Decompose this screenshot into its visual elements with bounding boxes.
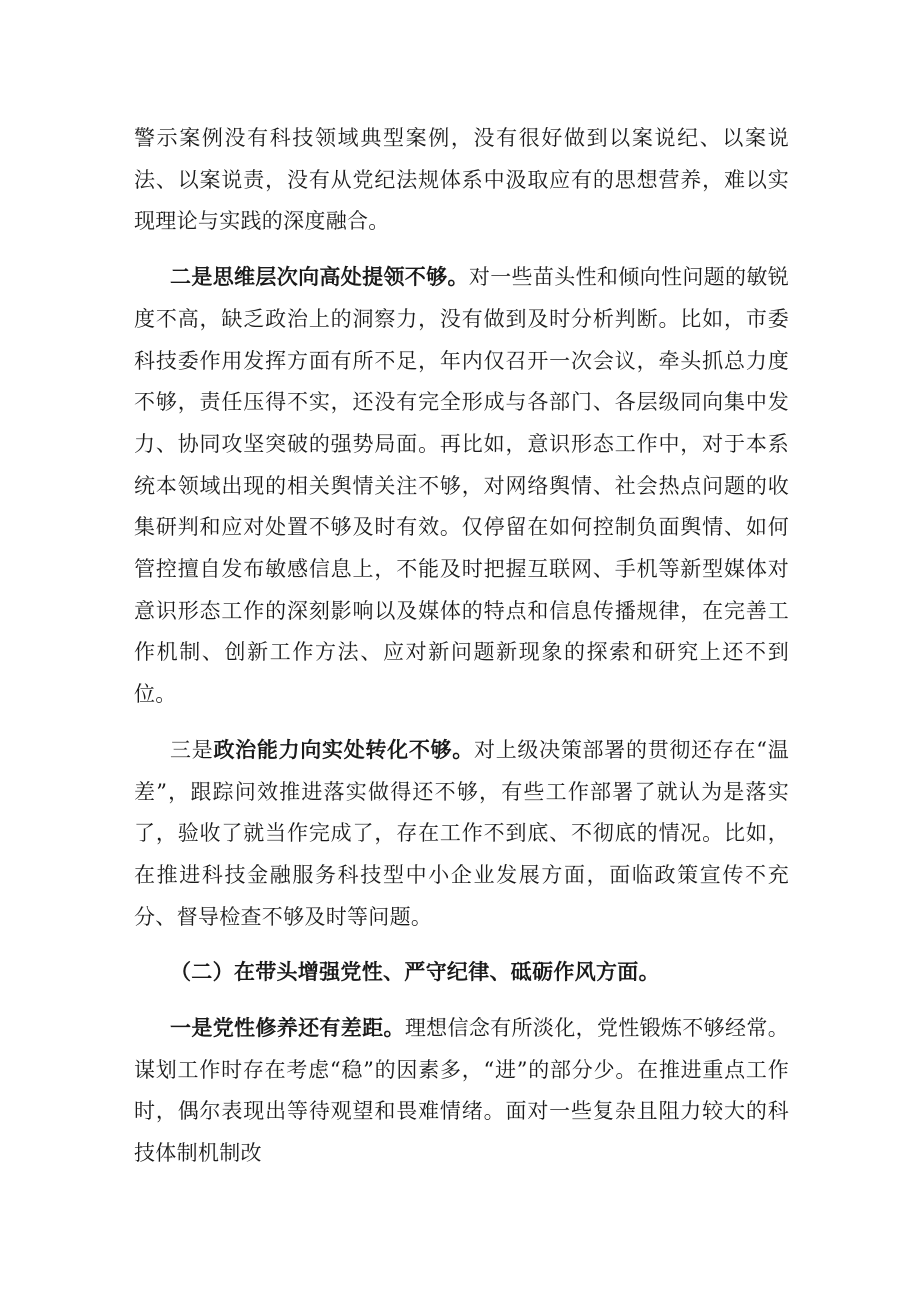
paragraph-5-lead: 一是党性修养还有差距。 bbox=[170, 1016, 405, 1041]
document-body bbox=[134, 118, 789, 1189]
paragraph-5 bbox=[134, 1008, 789, 1175]
section-heading: （二）在带头增强党性、严守纪律、砥砺作风方面。 bbox=[170, 960, 660, 985]
paragraph-2-text: 对一些苗头性和倾向性问题的敏锐度不高，缺乏政治上的洞察力，没有做到及时分析判断。比如，市委科技委作用发挥方面有所不足，年内仅召开一次会议，牵头抓总力度不够，责任压得不实，还没有完全形成与各部门、各层级同向集中发力、协同攻坚突破的强势局面。再比如，意识形态工作中，对于本系统本领域出现的相关舆情关注不够，对网络舆情、社会热点问题的收集研判和应对处置不够及时有效。仅停留在如何控制负面舆情、如何管控擅自发布敏感信息上，不能及时把握互联网、手机等新型媒体对意识形态工作的深刻影响以及媒体的特点和信息传播规律，在完善工作机制、创新工作方法、应对新问题新现象的探索和研究上还不到位。 bbox=[134, 265, 790, 707]
paragraph-3 bbox=[134, 730, 789, 939]
paragraph-3-lead: 政治能力向实处转化不够。 bbox=[213, 737, 474, 762]
paragraph-1-text: 警示案例没有科技领域典型案例，没有很好做到以案说纪、以案说法、以案说责，没有从党纪法规体系中汲取应有的思想营养，难以实现理论与实践的深度融合。 bbox=[134, 126, 789, 234]
paragraph-2-lead: 二是思维层次向高处提领不够。 bbox=[170, 265, 469, 290]
paragraph-3-lead-plain: 三是 bbox=[170, 737, 214, 762]
paragraph-1 bbox=[134, 118, 789, 243]
paragraph-5-text: 理想信念有所淡化，党性锻炼不够经常。谋划工作时存在考虑“稳”的因素多，“进”的部分少。在推进重点工作时，偶尔表现出等待观望和畏难情绪。面对一些复杂且阻力较大的科技体制机制改 bbox=[134, 1016, 789, 1166]
paragraph-3-text: 对上级决策部署的贯彻还存在“温差”，跟踪问效推进落实做得还不够，有些工作部署了就认为是落实了，验收了就当作完成了，存在工作不到底、不彻底的情况。比如，在推进科技金融服务科技型中小企业发展方面，面临政策宣传不充分、督导检查不够及时等问题。 bbox=[134, 737, 790, 929]
paragraph-2 bbox=[134, 257, 789, 716]
